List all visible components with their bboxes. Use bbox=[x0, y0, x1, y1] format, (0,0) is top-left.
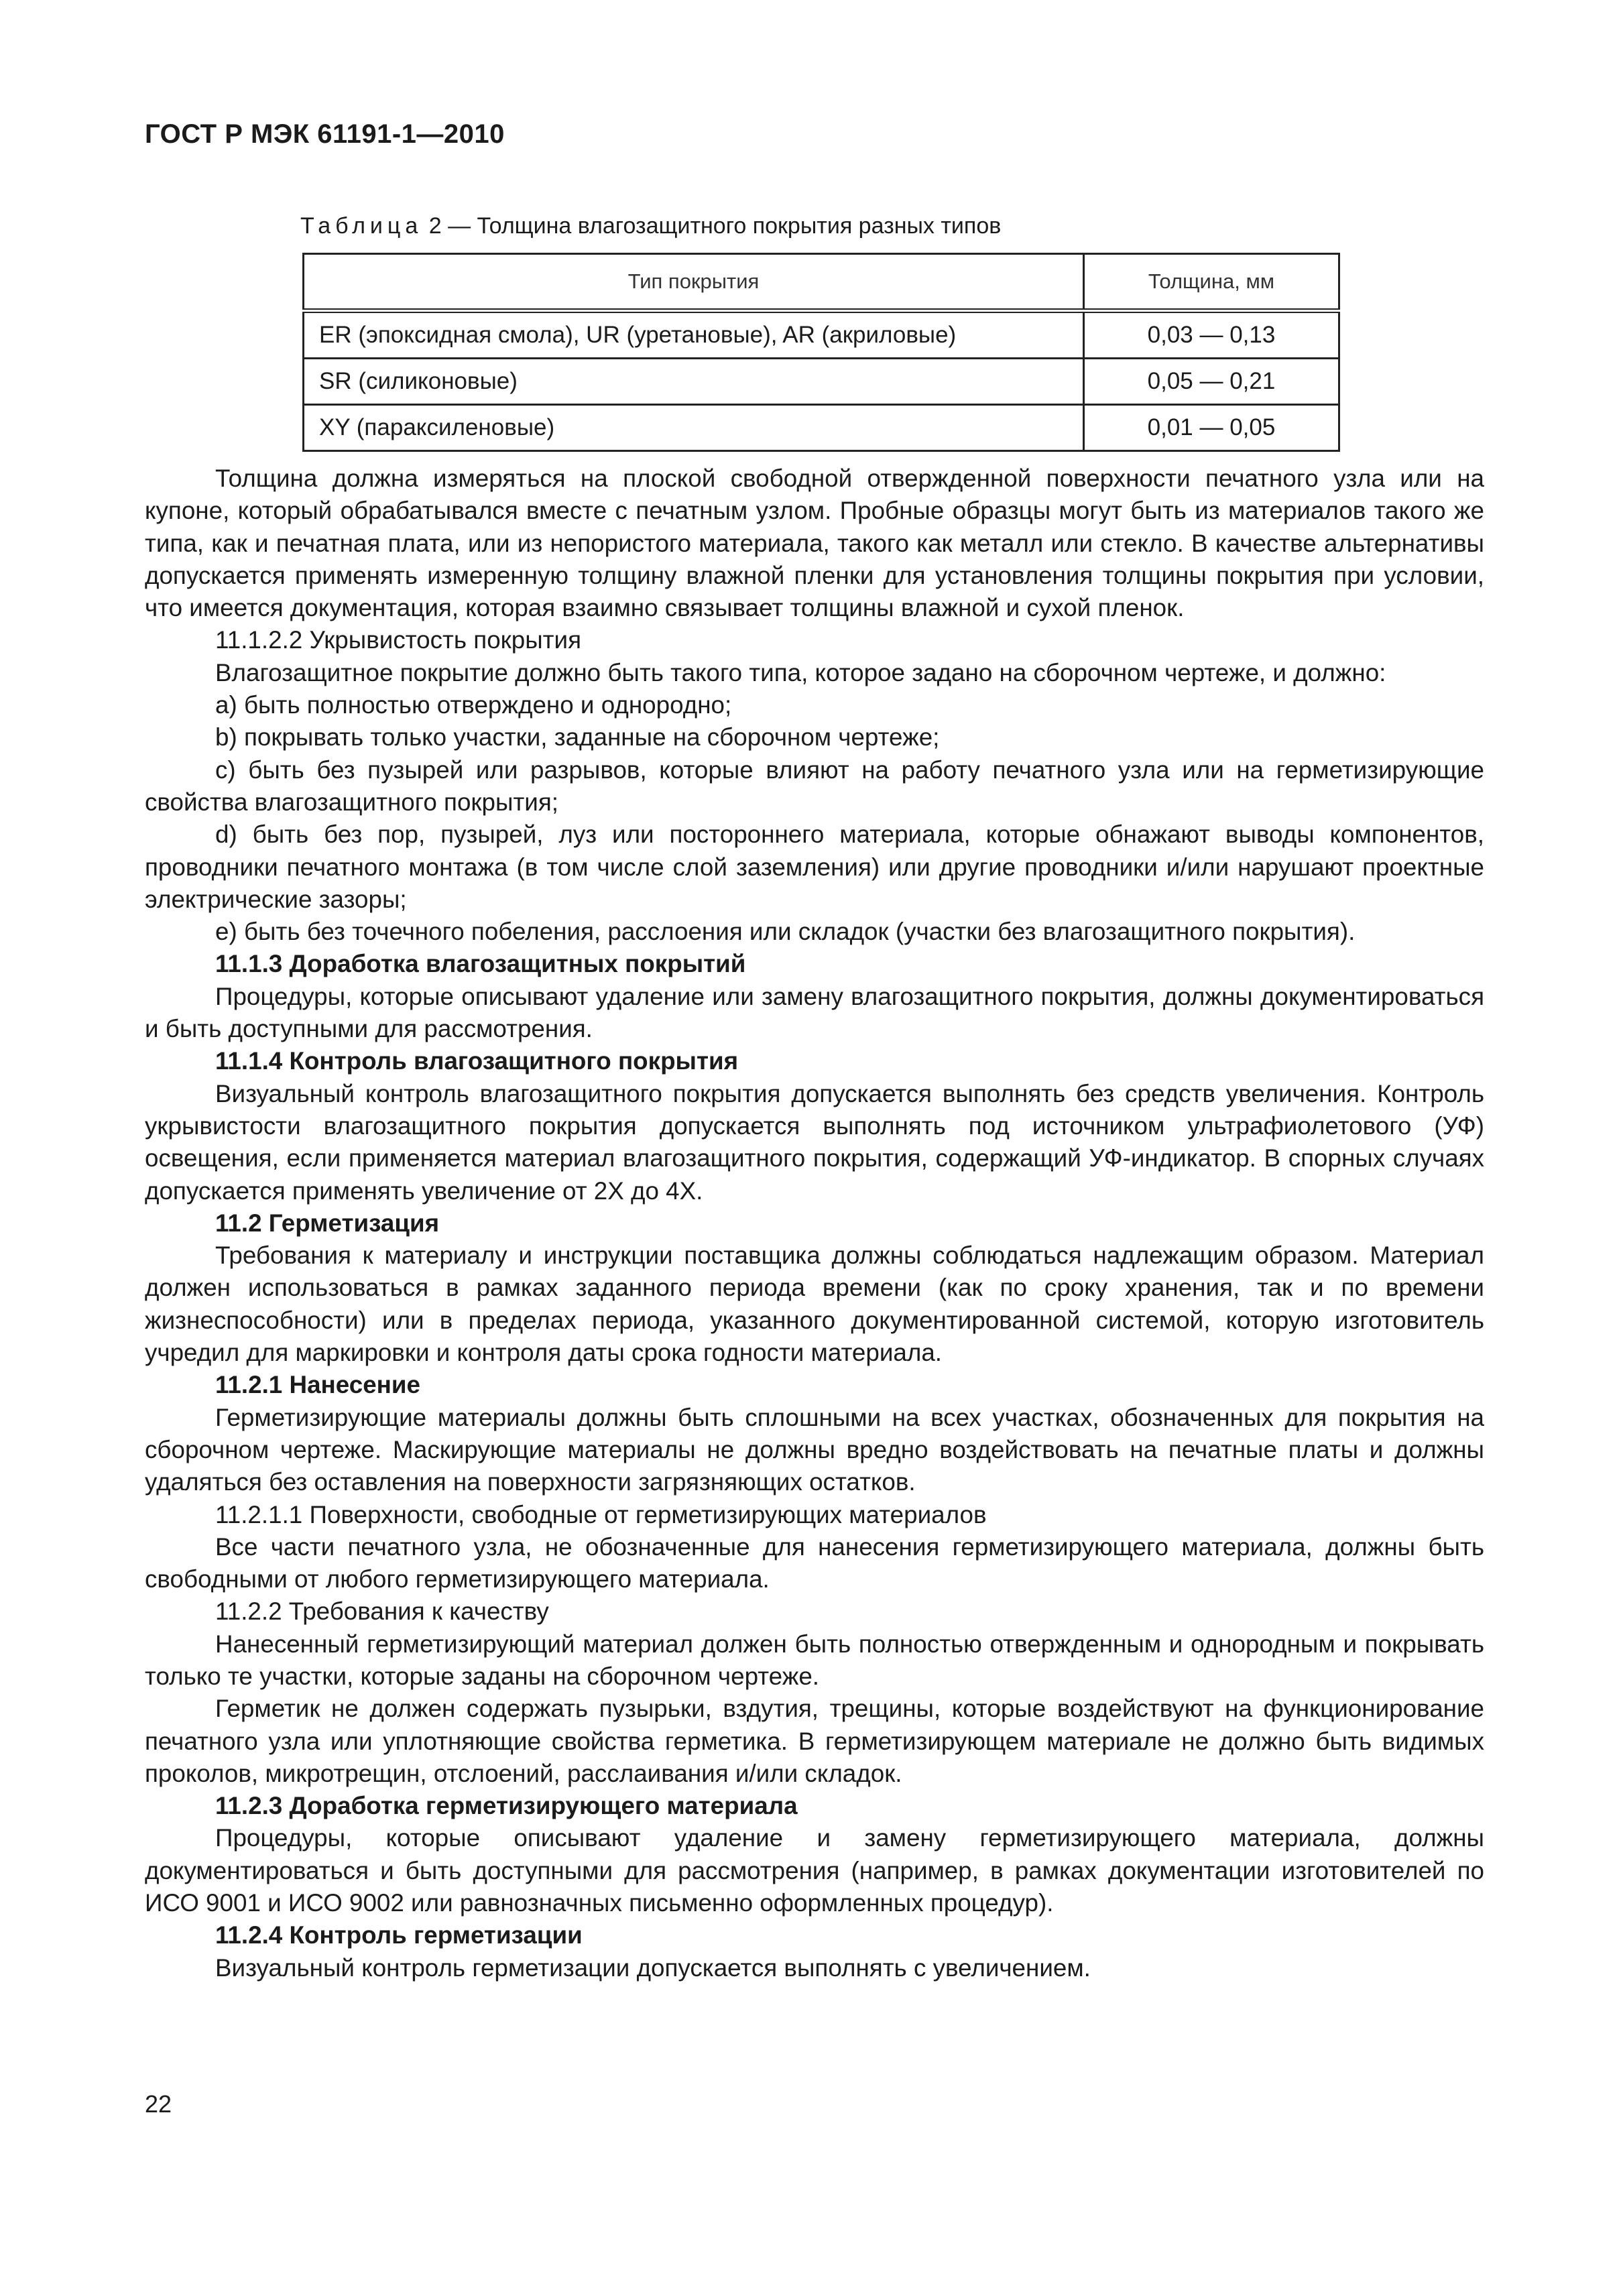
document-header: ГОСТ Р МЭК 61191-1—2010 bbox=[145, 119, 505, 149]
paragraph: Процедуры, которые описывают удаление и замену герметизирующего материала, должны документироваться и быть доступными для рассмотрения (например, в рамках документации изготовителей по ИСО 9001 и ИСО 9002 или равнозначных письменно оформленных процедур). bbox=[145, 1824, 1484, 1917]
section-heading: 11.2.3 Доработка герметизирующего материала bbox=[215, 1792, 798, 1820]
table-cell-thickness: 0,01 — 0,05 bbox=[1084, 405, 1339, 451]
table-row bbox=[304, 405, 1339, 451]
table-row bbox=[304, 311, 1339, 359]
table-caption-text: 2 — Толщина влагозащитного покрытия разных типов bbox=[422, 213, 1002, 239]
table-caption-label: Таблица bbox=[300, 213, 423, 239]
section-heading: 11.1.3 Доработка влагозащитных покрытий bbox=[215, 950, 746, 978]
paragraph: Герметик не должен содержать пузырьки, вздутия, трещины, которые воздействуют на функционирование печатного узла или уплотняющие свойства герметика. В герметизирующем материале не должно быть видимых проколов, микротрещин, отслоений, расслаивания и/или складок. bbox=[145, 1695, 1484, 1787]
paragraph: Процедуры, которые описывают удаление или замену влагозащитного покрытия, должны документироваться и быть доступными для рассмотрения. bbox=[145, 982, 1484, 1043]
table-cell-thickness: 0,03 — 0,13 bbox=[1084, 311, 1339, 359]
table-caption bbox=[300, 213, 1001, 239]
table-row bbox=[304, 359, 1339, 405]
section-heading: 11.2 Герметизация bbox=[215, 1209, 440, 1237]
subsection-heading: 11.2.1.1 Поверхности, свободные от герметизирующих материалов bbox=[215, 1500, 987, 1528]
body-text bbox=[145, 463, 1484, 1984]
column-header-coating-type: Тип покрытия bbox=[304, 254, 1084, 311]
coating-thickness-table bbox=[302, 253, 1340, 452]
paragraph: Влагозащитное покрытие должно быть такого типа, которое задано на сборочном чертеже, и должно: bbox=[215, 658, 1386, 686]
list-item: с) быть без пузырей или разрывов, которые влияют на работу печатного узла или на герметизирующие свойства влагозащитного покрытия; bbox=[145, 756, 1484, 816]
paragraph: Нанесенный герметизирующий материал должен быть полностью отвержденным и однородным и покрывать только те участки, которые заданы на сборочном чертеже. bbox=[145, 1630, 1484, 1690]
table-cell-coating-type: ER (эпоксидная смола), UR (уретановые), AR (акриловые) bbox=[304, 311, 1084, 359]
paragraph: Герметизирующие материалы должны быть сплошными на всех участках, обозначенных для покрытия на сборочном чертеже. Маскирующие материалы не должны вредно воздействовать на печатные платы и должны удаляться без оставления на поверхности загрязняющих остатков. bbox=[145, 1403, 1484, 1496]
page-number: 22 bbox=[145, 2090, 172, 2118]
paragraph: Требования к материалу и инструкции поставщика должны соблюдаться надлежащим образом. Материал должен использоваться в рамках заданного периода времени (как по сроку хранения, так и по времени жизнеспособности) или в пределах периода, указанного документированной системой, которую изготовитель учредил для маркировки и контроля даты срока годности материала. bbox=[145, 1242, 1484, 1367]
paragraph: Все части печатного узла, не обозначенные для нанесения герметизирующего материала, должны быть свободными от любого герметизирующего материала. bbox=[145, 1532, 1484, 1593]
table-cell-coating-type: XY (параксиленовые) bbox=[304, 405, 1084, 451]
list-item: b) покрывать только участки, заданные на сборочном чертеже; bbox=[215, 723, 940, 751]
list-item: е) быть без точечного побеления, расслоения или складок (участки без влагозащитного покрытия). bbox=[215, 918, 1356, 946]
paragraph: Визуальный контроль герметизации допускается выполнять с увеличением. bbox=[215, 1953, 1091, 1982]
list-item: d) быть без пор, пузырей, луз или постороннего материала, которые обнажают выводы компонентов, проводники печатного монтажа (в том числе слой заземления) или другие проводники и/или нарушают проектные электрические зазоры; bbox=[145, 821, 1484, 913]
section-heading: 11.2.4 Контроль герметизации bbox=[215, 1921, 583, 1949]
table-cell-thickness: 0,05 — 0,21 bbox=[1084, 359, 1339, 405]
section-heading: 11.2.1 Нанесение bbox=[215, 1371, 420, 1399]
subsection-heading: 11.2.2 Требования к качеству bbox=[215, 1597, 549, 1626]
paragraph: Визуальный контроль влагозащитного покрытия допускается выполнять без средств увеличения. Контроль укрывистости влагозащитного покрытия допускается выполнять под источником ультрафиолетового (УФ) освещения, если применяется материал влагозащитного покрытия, содержащий УФ-индикатор. В спорных случаях допускается применять увеличение от 2Х до 4Х. bbox=[145, 1079, 1484, 1205]
subsection-heading: 11.1.2.2 Укрывистость покрытия bbox=[215, 626, 582, 654]
table-cell-coating-type: SR (силиконовые) bbox=[304, 359, 1084, 405]
paragraph: Толщина должна измеряться на плоской свободной отвержденной поверхности печатного узла или на купоне, который обрабатывался вместе с печатным узлом. Пробные образцы могут быть из материалов такого же типа, как и печатная плата, или из непористого материала, такого как металл или стекло. В качестве альтернативы допускается применять измеренную толщину влажной пленки для установления толщины покрытия при условии, что имеется документация, которая взаимно связывает толщины влажной и сухой пленок. bbox=[145, 465, 1484, 622]
table-header-row bbox=[304, 254, 1339, 311]
column-header-thickness: Толщина, мм bbox=[1084, 254, 1339, 311]
section-heading: 11.1.4 Контроль влагозащитного покрытия bbox=[215, 1047, 739, 1075]
list-item: а) быть полностью отверждено и однородно; bbox=[215, 691, 732, 719]
